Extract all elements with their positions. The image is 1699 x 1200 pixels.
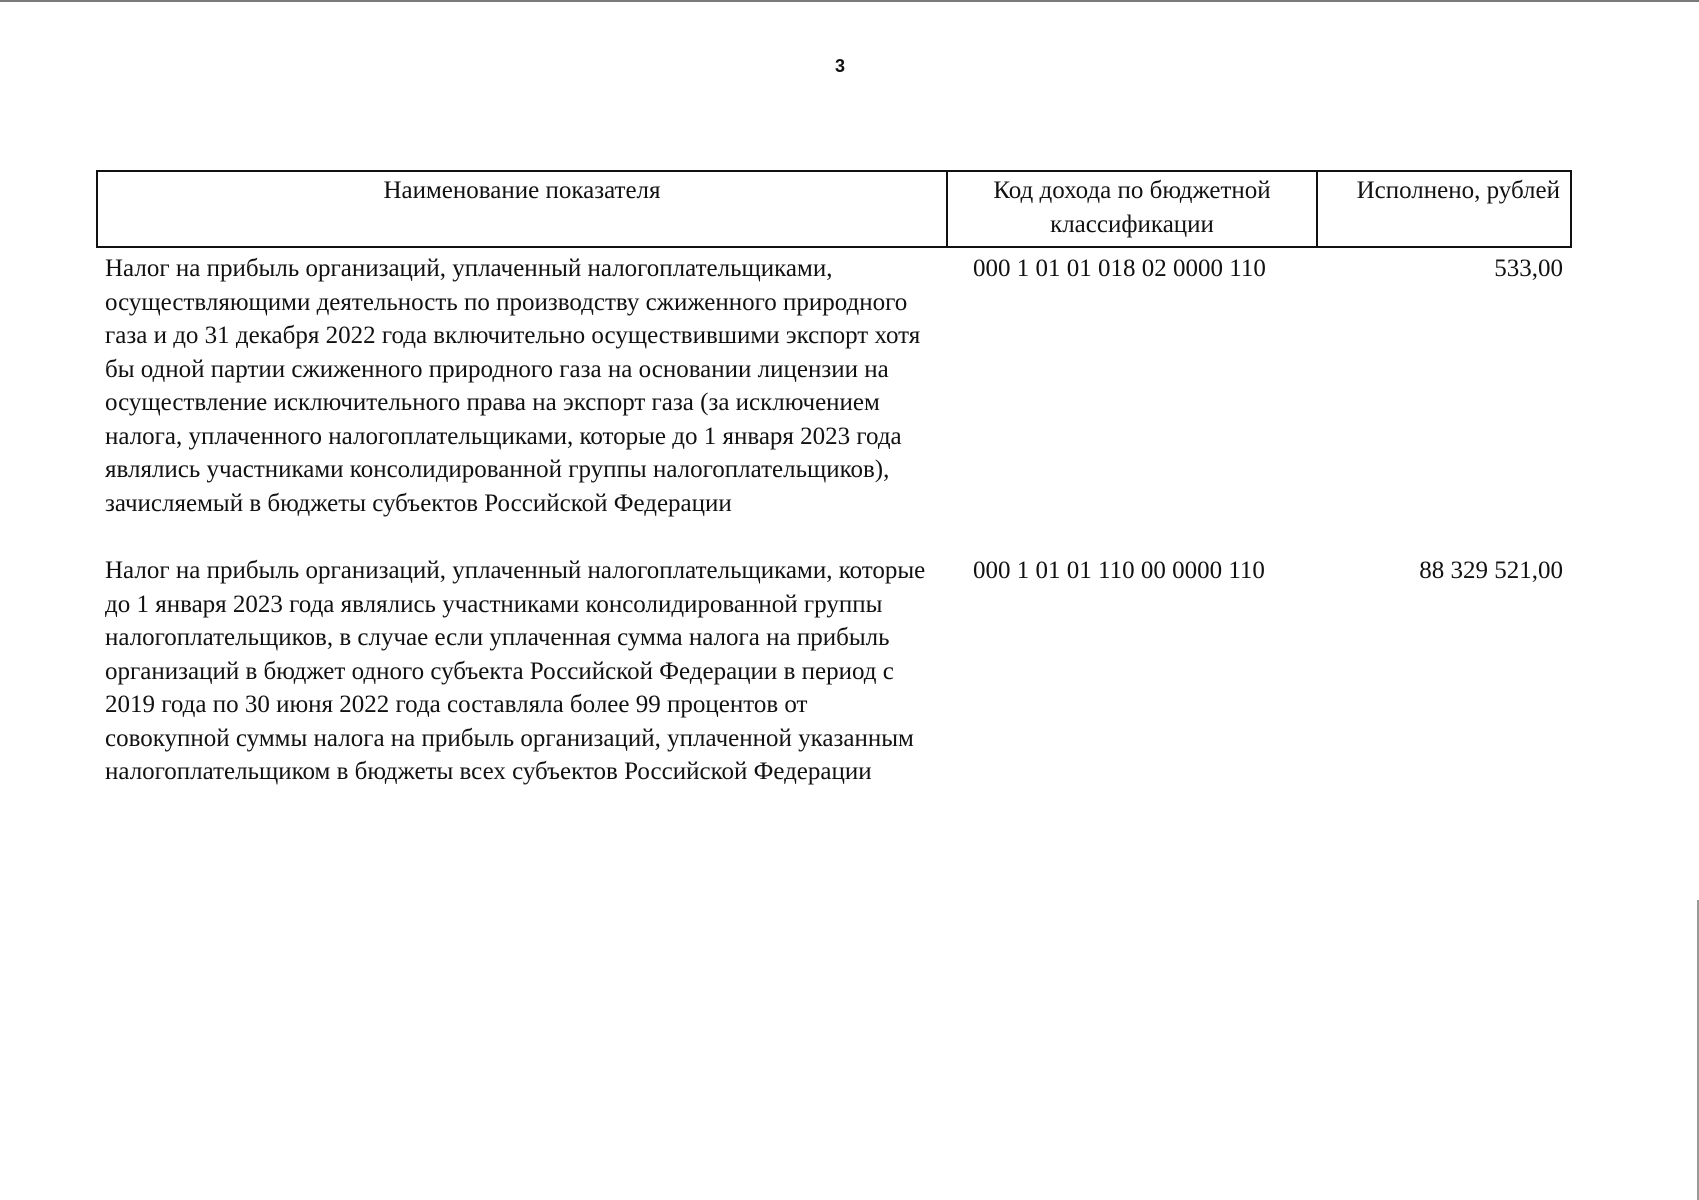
page-top-edge [0, 0, 1699, 2]
table-row [97, 536, 1571, 789]
table-header [97, 171, 1571, 247]
header-revenue-code: Код дохода по бюджетной классификации [947, 171, 1317, 247]
page-number: 3 [834, 56, 845, 76]
row-executed-amount: 533,00 [1494, 255, 1563, 282]
row-revenue-code: 000 1 01 01 018 02 0000 110 [973, 255, 1266, 282]
row-indicator-name: Налог на прибыль организаций, уплаченный налогоплательщиками, осуществляющими деятельность по производству сжиженного природного газа и до 31 декабря 2022 года включительно осуществившими экспорт хотя бы одной партии сжиженного природного газа на основании лицензии на осуществление исключительного права на экспорт газа (за исключением налога, уплаченного налогоплательщиками, которые до 1 января 2023 года являлись участниками консолидированной группы налогоплательщиков), зачисляемый в бюджеты субъектов Российской Федерации [105, 255, 921, 517]
revenue-table [96, 170, 1572, 789]
header-row [97, 171, 1571, 247]
table-row [97, 247, 1571, 536]
row-indicator-name: Налог на прибыль организаций, уплаченный налогоплательщиками, которые до 1 января 2023 года являлись участниками консолидированной группы налогоплательщиков, в случае если уплаченная сумма налога на прибыль организаций в бюджет одного субъекта Российской Федерации в период с 2019 года по 30 июня 2022 года составляла более 99 процентов от совокупной суммы налога на прибыль организаций, уплаченной указанным налогоплательщиком в бюджеты всех субъектов Российской Федерации [105, 557, 926, 785]
header-executed-amount: Исполнено, рублей [1317, 171, 1571, 247]
row-revenue-code: 000 1 01 01 110 00 0000 110 [973, 557, 1265, 584]
row-executed-amount: 88 329 521,00 [1419, 557, 1563, 584]
header-indicator-name: Наименование показателя [97, 171, 947, 247]
table-body [97, 247, 1571, 789]
